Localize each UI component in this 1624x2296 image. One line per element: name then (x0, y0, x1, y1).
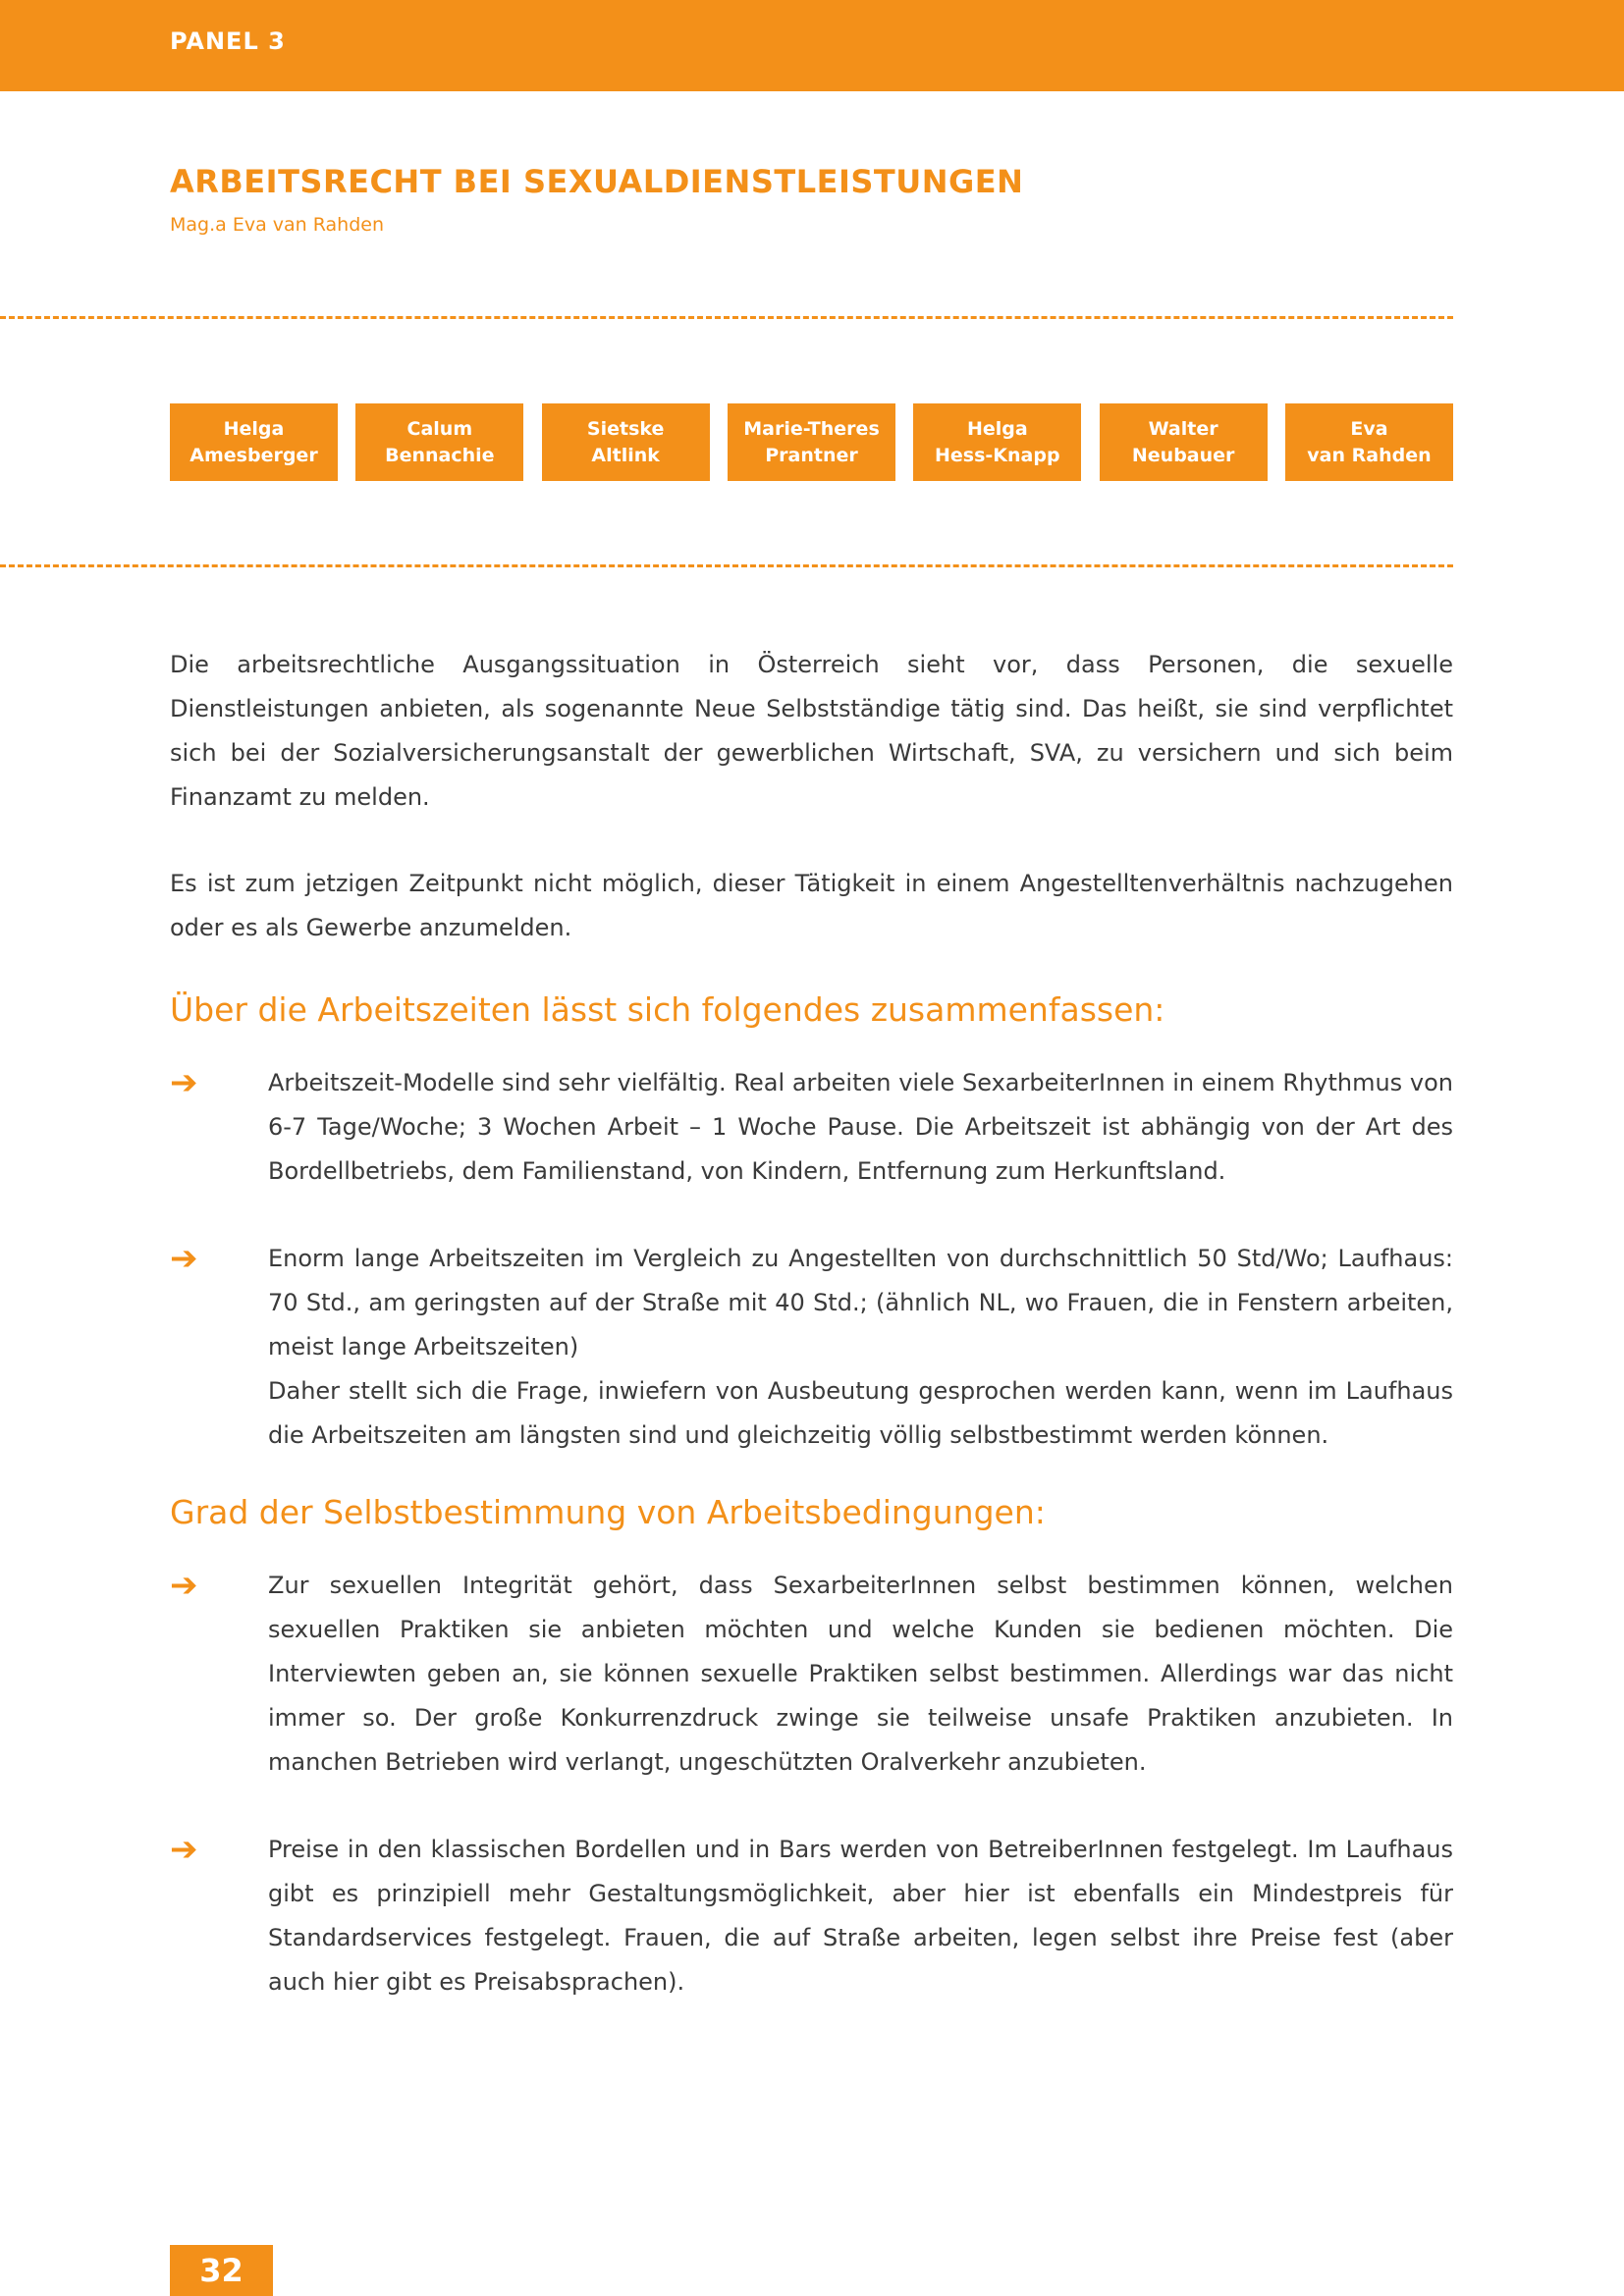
speaker-first-name: Eva (1350, 417, 1388, 440)
speaker-last-name: Neubauer (1131, 444, 1235, 466)
speaker-last-name: Prantner (765, 444, 858, 466)
speaker-chip (355, 403, 523, 481)
speaker-first-name: Helga (966, 417, 1028, 440)
speaker-chip (170, 403, 338, 481)
section-heading-self-determination: Grad der Selbstbestimmung von Arbeitsbedingungen: (170, 1493, 1046, 1531)
author: Mag.a Eva van Rahden (170, 214, 384, 236)
speaker-first-name: Sietske (586, 417, 665, 440)
list-item-text: Preise in den klassischen Bordellen und in Bars werden von BetreiberInnen festgelegt. Im Laufhaus gibt es prinzipiell mehr Gestaltungsmöglichkeit, aber hier ist ebenfalls ein Mindestpreis für Standardservices festgelegt. Frauen, die auf Straße arbeiten, legen selbst ihre Preise fest (aber auch hier gibt es Preisabsprachen). (268, 1836, 1453, 1996)
page-number: 32 (170, 2245, 273, 2296)
header-bar (0, 0, 1624, 91)
speaker-chip (728, 403, 895, 481)
arrow-right-icon: ➔ (170, 1063, 198, 1102)
list-item (170, 1564, 1453, 1785)
speaker-last-name: Amesberger (189, 444, 318, 466)
speaker-chip (1285, 403, 1453, 481)
speaker-first-name: Walter (1148, 417, 1218, 440)
divider-top (0, 316, 1453, 319)
arrow-right-icon: ➔ (170, 1566, 198, 1605)
list-item-text: Arbeitszeit-Modelle sind sehr vielfältig. Real arbeiten viele SexarbeiterInnen in einem Rhythmus von 6-7 Tage/Woche; 3 Wochen Arbeit – 1 Woche Pause. Die Arbeitszeit ist abhängig von der Art des Bordellbetriebs, dem Familienstand, von Kindern, Entfernung zum Herkunftsland. (268, 1069, 1453, 1185)
speaker-last-name: Bennachie (385, 444, 495, 466)
speaker-list (170, 403, 1453, 481)
list-item (170, 1061, 1453, 1194)
intro-paragraph: Die arbeitsrechtliche Ausgangssituation in Österreich sieht vor, dass Personen, die sexuelle Dienstleistungen anbieten, als sogenannte Neue Selbstständige tätig sind. Das heißt, sie sind verpflichtet sich bei der Sozialversicherungsanstalt der gewerblichen Wirtschaft, SVA, zu versichern und sich beim Finanzamt zu melden. (170, 651, 1453, 811)
speaker-chip (1100, 403, 1268, 481)
list-item (170, 1828, 1453, 2004)
speaker-last-name: van Rahden (1307, 444, 1432, 466)
speaker-first-name: Marie-Theres (743, 417, 880, 440)
arrow-right-icon: ➔ (170, 1830, 198, 1869)
speaker-first-name: Helga (223, 417, 285, 440)
article-body (170, 643, 1453, 2004)
speaker-last-name: Altlink (591, 444, 660, 466)
list-item (170, 1237, 1453, 1458)
speaker-last-name: Hess-Knapp (935, 444, 1060, 466)
arrow-right-icon: ➔ (170, 1239, 198, 1278)
speaker-chip (542, 403, 710, 481)
second-paragraph: Es ist zum jetzigen Zeitpunkt nicht möglich, dieser Tätigkeit in einem Angestelltenverhältnis nachzugehen oder es als Gewerbe anzumelden. (170, 870, 1453, 941)
divider-bottom (0, 564, 1453, 567)
section-heading-working-hours: Über die Arbeitszeiten lässt sich folgendes zusammenfassen: (170, 990, 1165, 1029)
page-title: ARBEITSRECHT BEI SEXUALDIENSTLEISTUNGEN (170, 163, 1024, 200)
speaker-chip (913, 403, 1081, 481)
list-item-text: Enorm lange Arbeitszeiten im Vergleich zu Angestellten von durchschnittlich 50 Std/Wo; Laufhaus: 70 Std., am geringsten auf der Straße mit 40 Std.; (ähnlich NL, wo Frauen, die in Fenstern arbeiten, meist lange Arbeitszeiten) (268, 1245, 1453, 1361)
list-item-text: Zur sexuellen Integrität gehört, dass SexarbeiterInnen selbst bestimmen können, welchen sexuellen Praktiken sie anbieten möchten und welche Kunden sie bedienen möchten. Die Interviewten geben an, sie können sexuelle Praktiken selbst bestimmen. Allerdings war das nicht immer so. Der große Konkurrenzdruck zwinge sie teilweise unsafe Praktiken anzubieten. In manchen Betrieben wird verlangt, ungeschützten Oralverkehr anzubieten. (268, 1572, 1453, 1776)
panel-label: PANEL 3 (170, 27, 286, 55)
speaker-first-name: Calum (406, 417, 473, 440)
list-item-text-continued: Daher stellt sich die Frage, inwiefern von Ausbeutung gesprochen werden kann, wenn im Laufhaus die Arbeitszeiten am längsten sind und gleichzeitig völlig selbstbestimmt werden können. (268, 1377, 1453, 1449)
